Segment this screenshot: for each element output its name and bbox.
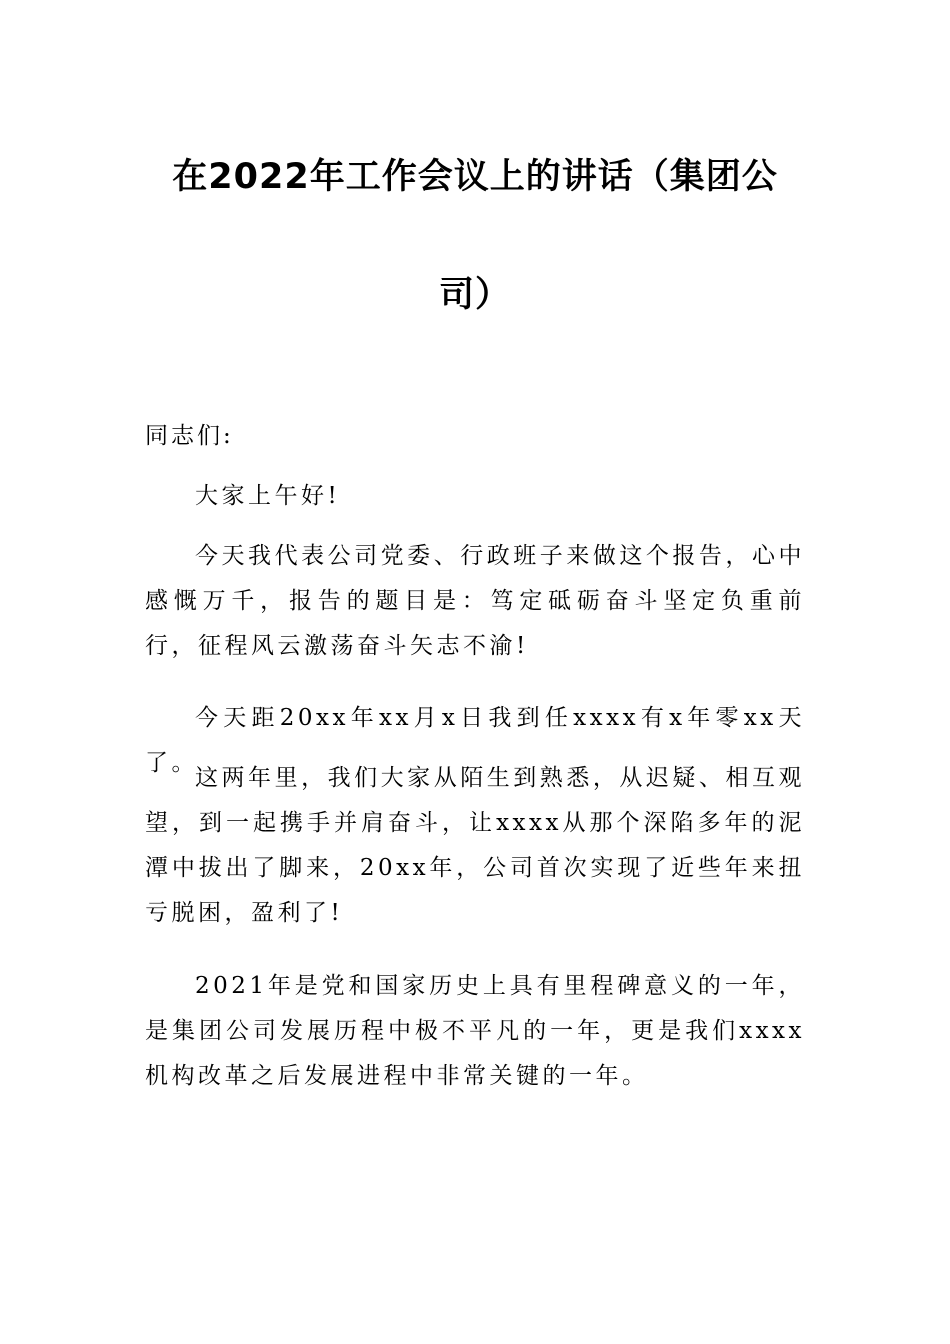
document-title-line1: 在2022年工作会议上的讲话（集团公 — [172, 157, 778, 197]
paragraph-greeting: 大家上午好! — [195, 483, 341, 509]
paragraph-2021: 2021年是党和国家历史上具有里程碑意义的一年，是集团公司发展历程中极不平凡的一年，更是我们xxxx机构改革之后发展进程中非常关键的一年。 — [145, 973, 805, 1089]
salutation: 同志们: — [145, 423, 234, 449]
document-title-line2: 司） — [438, 275, 511, 315]
paragraph-two-years: 这两年里，我们大家从陌生到熟悉，从迟疑、相互观望，到一起携手并肩奋斗，让xxxx从那个深陷多年的泥潭中拔出了脚来，20xx年，公司首次实现了近些年来扭亏脱困，盈利了! — [145, 765, 805, 926]
paragraph-report-topic: 今天我代表公司党委、行政班子来做这个报告，心中感慨万千，报告的题目是：笃定砥砺奋斗坚定负重前行，征程风云激荡奋斗矢志不渝! — [145, 543, 805, 659]
paragraph-tenure: 今天距20xx年xx月x日我到任xxxx有x年零xx天了。 — [145, 705, 805, 776]
